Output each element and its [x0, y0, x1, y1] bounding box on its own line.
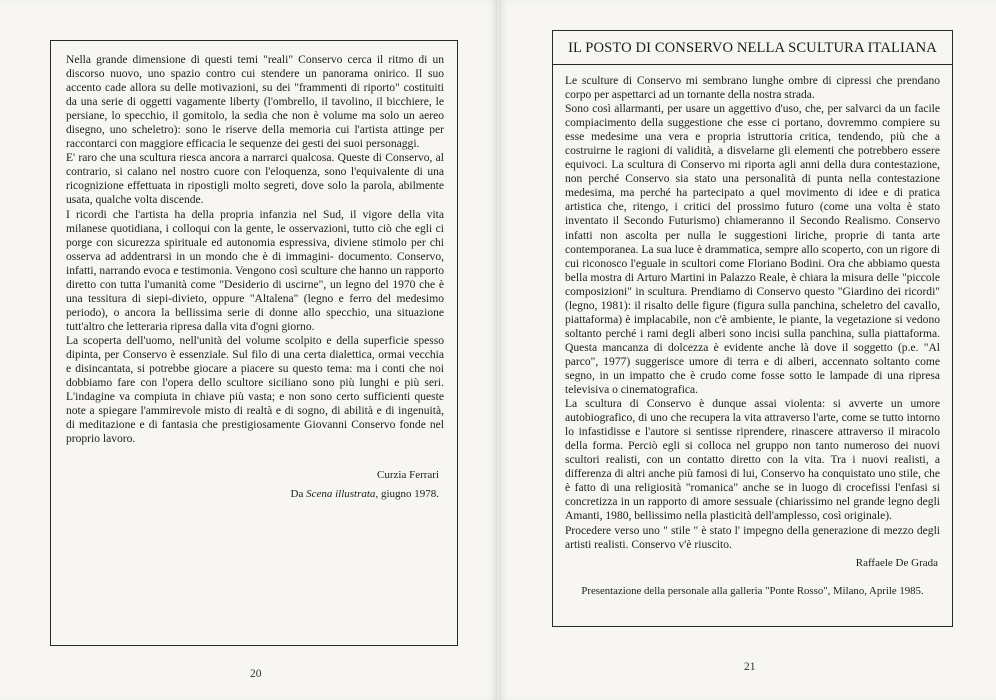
right-paragraph: Procedere verso uno " stile " è stato l' impegno della generazione di mezzo degli artisti realisti. Conservo v'è riuscito.	[565, 524, 940, 551]
page-number-left: 20	[250, 668, 262, 680]
left-article-body	[66, 53, 444, 446]
right-article-content	[553, 65, 952, 598]
source-citation	[66, 485, 439, 504]
source-suffix: , giugno 1978.	[375, 488, 439, 501]
right-paragraph: Le sculture di Conservo mi sembrano lunghe ombre di cipressi che prendano corpo per aspettarci ad un tornante della nostra strada.	[565, 75, 940, 102]
left-signature	[66, 466, 443, 504]
presentation-note: Presentazione della personale alla galleria "Ponte Rosso", Milano, Aprile 1985.	[581, 584, 924, 597]
left-paragraph: E' raro che una scultura riesca ancora a narrarci qualcosa. Queste di Conservo, al contrario, si calano nel nostro cuore con l'eloquenza, sono l'equivalente di una ricognizione effettuata in ripostigli molto segreti, dove solo la parola, abilmente usata, qualche volta discende.	[66, 152, 444, 207]
left-paragraph: Nella grande dimensione di questi temi "reali" Conservo cerca il ritmo di un discorso nuovo, uno spazio contro cui stendere un panorama onirico. Il suo accento cade allora su delle motivazioni, su dei "frammenti di riporto" costituiti da una serie di oggetti vagamente liberty (l'ombrello, il tavolino, il bicchiere, le persiane, lo specchio, il gomitolo, la sedia che non è volume ma solo un aereo disegno, uno scheletro): sono le riserve della memoria cui l'artista attinge per raccontarci con maggiore efficacia le sequenze dei gesti dei suoi personaggi.	[66, 54, 444, 151]
left-text-frame	[50, 40, 458, 646]
source-prefix: Da	[290, 488, 307, 501]
left-paragraph: La scoperta dell'uomo, nell'unità del volume scolpito e della superficie spesso dipinta, per Conservo è essenziale. Sul filo di una certa dialettica, ormai vecchia e disincantata, si potrebbe giocare a piacere su questo tema: ma i conti che noi dobbiamo fare con l'opera dello scultore siciliano sono più lunghi e più seri. L'indagine va compiuta in chiave più vasta; e non sono certo sufficienti queste note a spiegare l'ammirevole misto di realtà e di sogno, di abilità e di ingenuità, di meditazione e di fantasia che prestigiosamente Giovanni Conservo fonde nel proprio lavoro.	[66, 334, 444, 446]
right-article-body	[565, 74, 940, 552]
right-paragraph: Sono così allarmanti, per usare un aggettivo d'uso, che, per salvarci da un facile compiacimento della suggestione che esse ci portano, dovremmo compiere su esse medesime una vera e propria istruttoria critica, tendendo, più che a costruirne le ragioni di validità, a disvelarne gli elementi che potrebbero essere equivoci. La scultura di Conservo mi riporta agli anni della dura contestazione, non perché Conservo sia stato una personalità di punta nella contestazione medesima, ma perché ha partecipato a quel movimento di idee e di pratica artistica che, ritengo, i critici del prossimo futuro (come una volta è stato inventato il Secondo Futurismo) chiameranno il Secondo Realismo. Conservo infatti non ascolta per nulla le suggestioni liriche, proprie di tanta arte contemporanea. La sua luce è drammatica, sempre allo scoperto, con un rigore di cui riconosco l'eguale in scultori come Floriano Bodini. Ora che abbiamo questa bella mostra di Arturo Martini in Palazzo Reale, è chiara la misura delle "piccole composizioni" in scultura. Prendiamo di Conservo questo "Giardino dei ricordi" (legno, 1981): il risalto delle figure (figura sulla panchina, scheletro del cavallo, piattaforma) è implacabile, non c'è ambiente, le piante, la vegetazione si vedono soltanto perché i rami degli alberi sono incisi sulla panchina, sulla piattaforma. Questa mancanza di dolcezza è evidente anche là dove il soggetto (p.e. "Al parco", 1977) suggerisce umore di terra e di alberi, accennato soltanto come segno, in un impatto che è crudo come fosse sotto le lampade di una ripresa televisiva o cinematografica.	[565, 103, 940, 397]
source-title: Scena illustrata	[306, 488, 376, 501]
right-paragraph: La scultura di Conservo è dunque assai violenta: si avverte un umore autobiografico, di uno che recupera la vita attraverso l'arte, come se tutto intorno lo infastidisse e l'autore si sentisse riprendere, rinascere attraverso il miracolo della forma. Perciò egli si colloca nel gruppo non tanto numeroso dei nuovi scultori realisti, con un contatto diretto con la vita. Tra i nuovi realisti, a differenza di altri anche più famosi di lui, Conservo ha conquistato uno stile, che è fatto di una religiosità "romanica" anche se in luogo di crocefissi l'enfasi si concretizza in un rapporto di amore sessuale (chiarissimo nel grande legno degli Amanti, 1980, bellissimo nella plasticità dell'amplesso, così originale).	[565, 398, 940, 523]
right-text-frame	[552, 30, 953, 627]
page-number-right: 21	[744, 661, 756, 673]
left-page	[0, 0, 497, 700]
article-title: IL POSTO DI CONSERVO NELLA SCULTURA ITALIANA	[553, 31, 952, 65]
left-paragraph: I ricordi che l'artista ha della propria infanzia nel Sud, il vigore della vita milanese quotidiana, i colloqui con la gente, le osservazioni, tutto ciò che egli ci porge con sicurezza spirituale ed autonomia espressiva, diviene stimolo per chi osserva ad addentrarsi in un mondo che è di immagini- documento. Conservo, infatti, narrando evoca e testimonia. Vengono così sculture che hanno un rapporto diretto con tutta l'umanità come "Desiderio di uscirne", un legno del 1970 che è una tessitura di siepi-divieto, oppure "Altalena" (legno e ferro del medesimo periodo), o ancora la bellissima serie di donne allo specchio, una situazione tutt'altro che letteraria ripresa dalla vita d'ogni giorno.	[66, 208, 444, 333]
author-name: Curzia Ferrari	[377, 469, 439, 482]
right-author-name: Raffaele De Grada	[855, 556, 938, 569]
